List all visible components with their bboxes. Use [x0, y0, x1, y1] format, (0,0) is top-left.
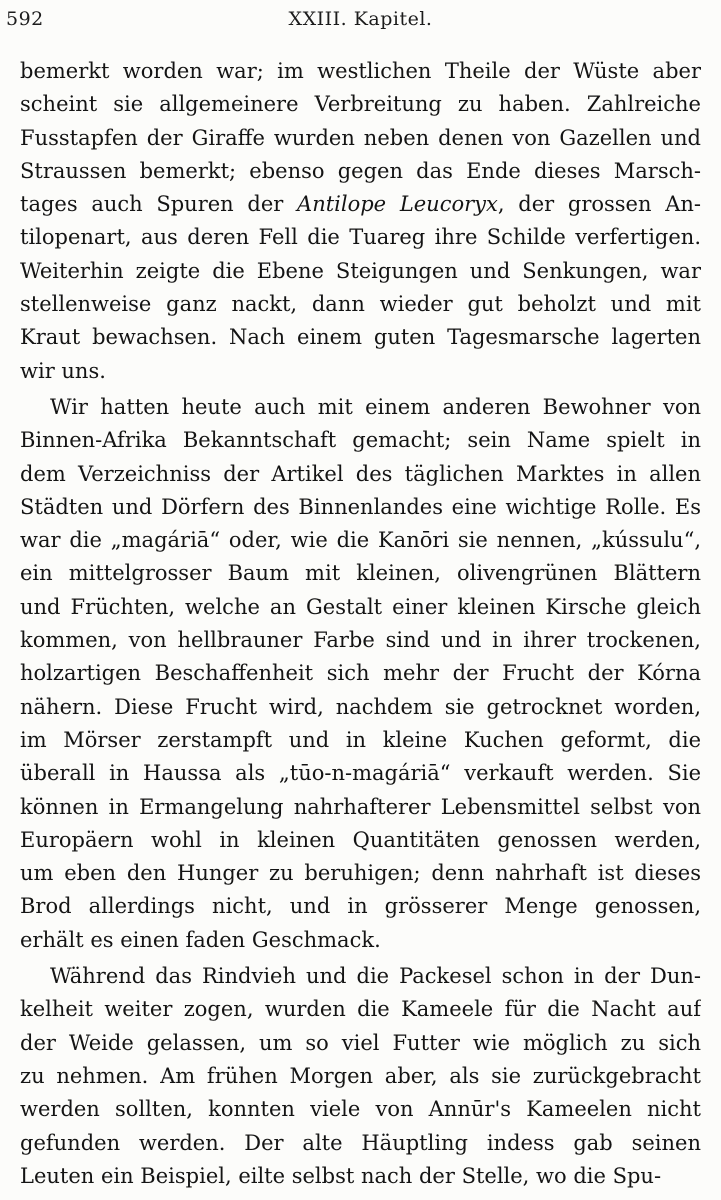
paragraph: [20, 960, 701, 1193]
text-line: im Mörser zerstampft und in kleine Kuchen geformt, die: [20, 727, 701, 752]
body-text: [20, 55, 701, 1193]
page-header: [6, 6, 715, 34]
text-line: bemerkt worden war; im westlichen Theile der Wüste aber: [20, 59, 701, 83]
text-line: Binnen-Afrika Bekanntschaft gemacht; sein Name spielt in: [20, 428, 701, 453]
text-line: wir uns.: [20, 358, 106, 383]
text-line: um eben den Hunger zu beruhigen; denn nahrhaft ist dieses: [20, 861, 701, 886]
text-line: kommen, von hellbrauner Farbe sind und in ihrer trockenen,: [20, 628, 701, 653]
text-line: war die „magáriā“ oder, wie die Kanōri sie nennen, „kússulu“,: [20, 528, 701, 553]
text-line: gefunden werden. Der alte Häuptling indess gab seinen: [20, 1130, 701, 1155]
species-name: Antilope Leucoryx: [297, 192, 498, 217]
text-line: holzartigen Beschaffenheit sich mehr der Frucht der Kórna: [20, 661, 701, 686]
text-segment: , der grossen An-: [497, 192, 701, 217]
text-line: Leuten ein Beispiel, eilte selbst nach der Stelle, wo die Spu-: [20, 1163, 662, 1188]
text-line: Weiterhin zeigte die Ebene Steigungen und Senkungen, war: [20, 258, 701, 283]
text-line: Wir hatten heute auch mit einem anderen Bewohner von: [50, 394, 701, 419]
text-line: Europäern wohl in kleinen Quantitäten genossen werden,: [20, 827, 701, 852]
text-line: Brod allerdings nicht, und in grösserer Menge genossen,: [20, 894, 701, 919]
page-number: 592: [6, 8, 44, 30]
paragraph: [20, 55, 701, 388]
text-line: ein mittelgrosser Baum mit kleinen, olivengrünen Blättern: [20, 561, 701, 586]
text-line: Fusstapfen der Giraffe wurden neben denen von Gazellen und: [20, 125, 701, 150]
text-line: werden sollten, konnten viele von Annūr's Kameelen nicht: [20, 1097, 701, 1122]
text-line: erhält es einen faden Geschmack.: [20, 927, 381, 952]
text-segment: tages auch Spuren der: [20, 192, 298, 217]
text-line: und Früchten, welche an Gestalt einer kleinen Kirsche gleich: [20, 594, 701, 619]
text-line: [20, 188, 701, 221]
text-line: stellenweise ganz nackt, dann wieder gut beholzt und mit: [20, 292, 701, 317]
text-line: scheint sie allgemeinere Verbreitung zu haben. Zahlreiche: [20, 92, 701, 117]
text-line: Während das Rindvieh und die Packesel schon in der Dun-: [50, 964, 701, 989]
text-line: Kraut bewachsen. Nach einem guten Tagesmarsche lagerten: [20, 325, 701, 350]
text-line: zu nehmen. Am frühen Morgen aber, als sie zurückgebracht: [20, 1063, 701, 1088]
paragraph: [20, 391, 701, 957]
text-line: Straussen bemerkt; ebenso gegen das Ende dieses Marsch-: [20, 158, 701, 183]
text-line: können in Ermangelung nahrhafterer Lebensmittel selbst von: [20, 794, 701, 819]
text-line: dem Verzeichniss der Artikel des täglichen Marktes in allen: [20, 461, 701, 486]
text-line: überall in Haussa als „tūo-n-magáriā“ verkauft werden. Sie: [20, 761, 701, 786]
text-line: Städten und Dörfern des Binnenlandes eine wichtige Rolle. Es: [20, 494, 701, 519]
text-line: kelheit weiter zogen, wurden die Kameele für die Nacht auf: [20, 997, 701, 1022]
text-line: nähern. Diese Frucht wird, nachdem sie getrocknet worden,: [20, 694, 701, 719]
text-line: der Weide gelassen, um so viel Futter wie möglich zu sich: [20, 1030, 701, 1055]
text-line: tilopenart, aus deren Fell die Tuareg ihre Schilde verfertigen.: [20, 225, 701, 250]
running-head: XXIII. Kapitel.: [288, 8, 433, 30]
